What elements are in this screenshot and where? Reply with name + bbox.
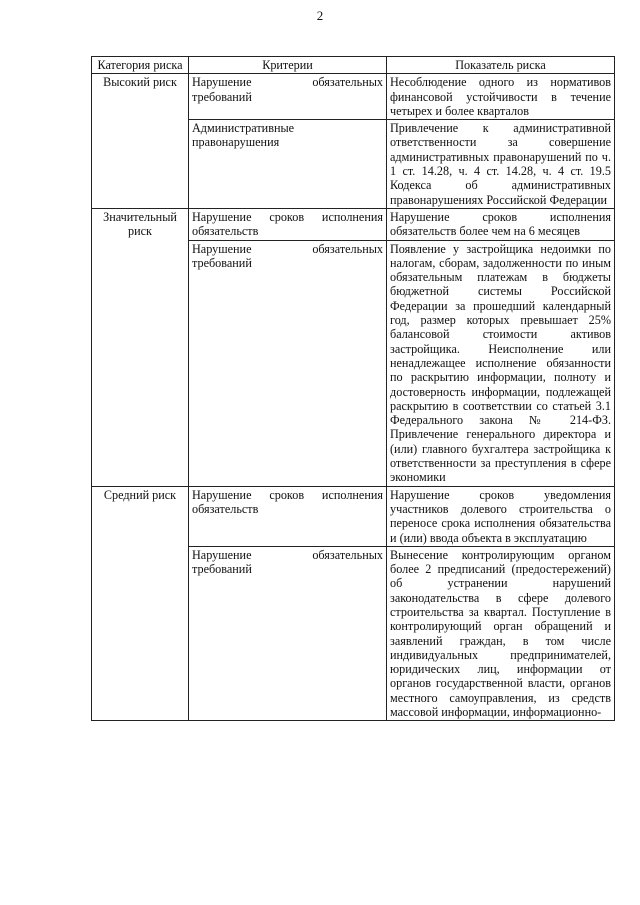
- category-cell-significant: Значительный риск: [92, 208, 189, 486]
- header-indicator: Показатель риска: [387, 57, 615, 74]
- header-category: Категория риска: [92, 57, 189, 74]
- indicator-cell: Вынесение контролирующим органом более 2 предписаний (предостережений) об устранении нарушений законодательства в сфере долевого строительства за квартал. Поступление в контролирующий орган обращений и заявлений граждан, в том числе индивидуальных предпринимателей, юридических лиц, информации от органов государственной власти, органов местного самоуправления, из средств массовой информации, информационно-: [387, 546, 615, 721]
- indicator-cell: Появление у застройщика недоимки по налогам, сборам, задолженности по иным обязательным платежам в бюджеты бюджетной системы Российской Федерации за прошедший календарный год, размер которых превышает 25% балансовой стоимости активов застройщика. Неисполнение или ненадлежащее исполнение обязанности по раскрытию информации, полноту и достоверность информации, подлежащей раскрытию в соответствии со статьей 3.1 Федерального закона № 214-ФЗ. Привлечение генерального директора и (или) главного бухгалтера застройщика к ответственности за преступления в сфере экономики: [387, 240, 615, 486]
- criteria-cell: Нарушение обязательных требований: [189, 74, 387, 120]
- category-cell-medium: Средний риск: [92, 486, 189, 721]
- criteria-cell: Нарушение обязательных требований: [189, 546, 387, 721]
- indicator-cell: Нарушение сроков уведомления участников долевого строительства о переносе срока исполнения обязательства и (или) ввода объекта в эксплуатацию: [387, 486, 615, 546]
- indicator-cell: Несоблюдение одного из нормативов финансовой устойчивости в течение четырех и более кварталов: [387, 74, 615, 120]
- header-criteria: Критерии: [189, 57, 387, 74]
- table-row: [92, 74, 615, 120]
- criteria-cell: Нарушение обязательных требований: [189, 240, 387, 486]
- table-header-row: [92, 57, 615, 74]
- category-cell-high: Высокий риск: [92, 74, 189, 209]
- criteria-cell: Нарушение сроков исполнения обязательств: [189, 208, 387, 240]
- indicator-cell: Нарушение сроков исполнения обязательств более чем на 6 месяцев: [387, 208, 615, 240]
- indicator-cell: Привлечение к административной ответственности за совершение административных правонарушений по ч. 1 ст. 14.28, ч. 4 ст. 14.28, ч. 4 ст. 19.5 Кодекса об административных правонарушениях Российской Федерации: [387, 120, 615, 209]
- table-row: [92, 208, 615, 240]
- criteria-cell: Административные правонарушения: [189, 120, 387, 209]
- criteria-cell: Нарушение сроков исполнения обязательств: [189, 486, 387, 546]
- page-number: 2: [316, 8, 324, 23]
- risk-table: [91, 56, 615, 721]
- table-row: [92, 486, 615, 546]
